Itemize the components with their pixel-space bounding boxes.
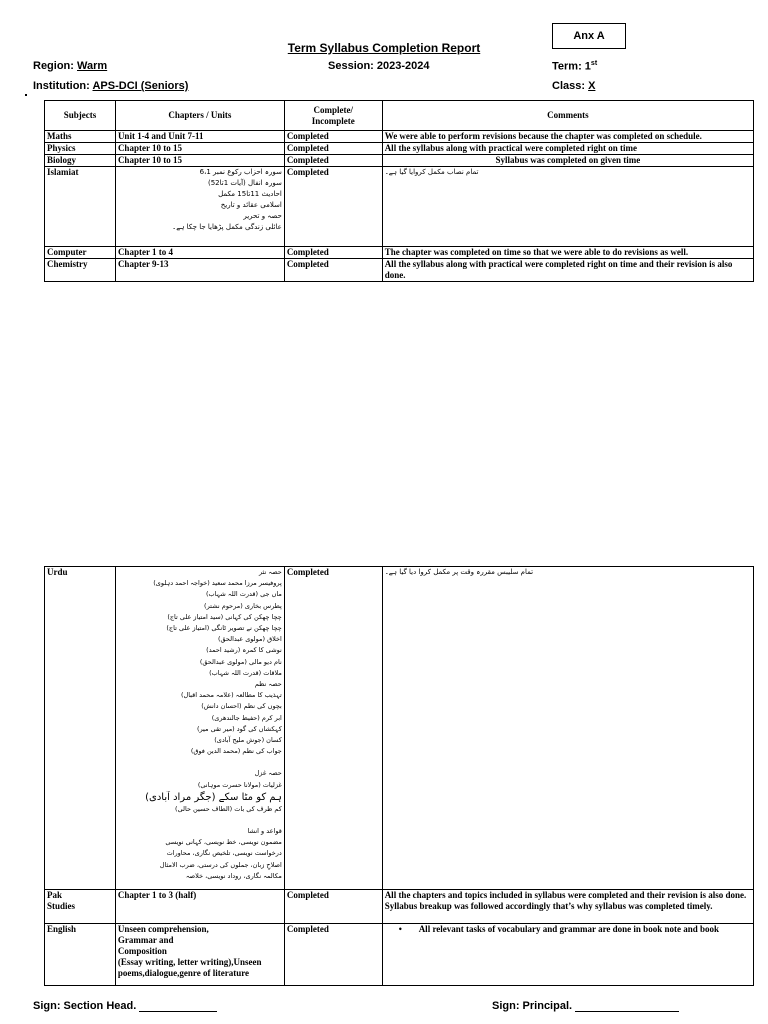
table-row — [45, 924, 754, 986]
chapters-cell: Unit 1-4 and Unit 7-11 — [115, 131, 284, 143]
comment-cell: Syllabus was completed on given time — [382, 155, 753, 167]
status-cell: Completed — [284, 167, 382, 247]
subject-cell: Computer — [45, 247, 116, 259]
header-chapters: Chapters / Units — [115, 101, 284, 131]
header-status: Complete/ Incomplete — [284, 101, 382, 131]
subject-cell: English — [45, 924, 116, 986]
syllabus-table-bottom — [44, 566, 754, 986]
subject-cell: Islamiat — [45, 167, 116, 247]
chapters-cell: Chapter 1 to 4 — [115, 247, 284, 259]
table-header-row — [45, 101, 754, 131]
comment-cell: تمام سلیبس مقررہ وقت پر مکمل کروا دیا گیا ہے۔ — [382, 567, 753, 890]
signature-line — [575, 1011, 679, 1012]
stray-dot — [25, 94, 27, 96]
region-field — [33, 60, 107, 72]
status-cell: Completed — [284, 567, 382, 890]
comment-cell: The chapter was completed on time so that we were able to do revisions as well. — [382, 247, 753, 259]
institution-value: APS-DCI (Seniors) — [92, 80, 189, 92]
status-cell: Completed — [284, 155, 382, 167]
signature-principal — [492, 1000, 679, 1012]
chapters-cell: Chapter 10 to 15 — [115, 143, 284, 155]
subject-cell: Biology — [45, 155, 116, 167]
chapters-cell-urdu: حصہ نثر پروفیسر مرزا محمد سعید (خواجہ احمد دہلوی) ماں جی (قدرت اللہ شہاب) پطرس بخاری (مرحوم نشتر) چچا چھکن کی کہانی (سید امتیاز علی تاج) چچا چھکن نے تصویر ٹانگی (امتیاز علی تاج) اخلاق (مولوی عبدالحق) نوشی کا کمرہ (رشید احمد) نام دیو مالی (مولوی عبدالحق) ملاقات (قدرت اللہ شہاب) حصہ نظم تہذیب کا مطالعہ (علامہ محمد اقبال) بچوں کی نظم (احسان دانش) ابر کرم (حفیظ جالندھری) کہکشاں کی گود (میر تقی میر) کسان (جوش ملیح آبادی) جواب کی نظم (محمد الدین فوق) حصہ غزل غزلیات (مولانا حسرت موہانی) ہم کو مٹا سکے (جگر مراد آبادی) کم ظرف کی بات (الطاف حسین حالی) قواعد و انشا مضمون نویسی، خط نویسی، کہانی نویسی درخواست نویسی، تلخیص نگاری، محاورات اصلاحِ زبان، جملوں کی درستی، ضرب الامثال مکالمہ نگاری، روداد نویسی، خلاصہ — [115, 567, 284, 890]
region-label: Region: — [33, 60, 74, 72]
table-row — [45, 143, 754, 155]
table-row — [45, 167, 754, 247]
subject-cell: Maths — [45, 131, 116, 143]
table-row — [45, 567, 754, 890]
section-head-label: Sign: Section Head. — [33, 1000, 137, 1012]
subject-cell: Pak Studies — [45, 890, 116, 924]
term-label: Term: 1 — [552, 60, 591, 73]
table-row — [45, 131, 754, 143]
status-cell: Completed — [284, 924, 382, 986]
status-cell: Completed — [284, 143, 382, 155]
chapters-cell: Unseen comprehension, Grammar and Composition (Essay writing, letter writing),Unseen poems,dialogue,genre of literature — [115, 924, 284, 986]
annex-label: Anx A — [552, 23, 626, 49]
header-comments: Comments — [382, 101, 753, 131]
comment-cell: We were able to perform revisions because the chapter was completed on schedule. — [382, 131, 753, 143]
syllabus-table-top — [44, 100, 754, 282]
class-value: X — [588, 80, 596, 92]
status-cell: Completed — [284, 247, 382, 259]
region-value: Warm — [77, 60, 108, 72]
term-field — [552, 60, 597, 73]
session-field: Session: 2023-2024 — [328, 60, 430, 72]
chapters-cell: Chapter 1 to 3 (half) — [115, 890, 284, 924]
chapters-cell: Chapter 9-13 — [115, 259, 284, 282]
table-row — [45, 247, 754, 259]
status-cell: Completed — [284, 259, 382, 282]
table-row — [45, 155, 754, 167]
signature-line — [139, 1011, 217, 1012]
signature-section-head — [33, 1000, 217, 1012]
status-cell: Completed — [284, 890, 382, 924]
subject-cell: Physics — [45, 143, 116, 155]
comment-cell: تمام نصاب مکمل کروایا گیا ہے۔ — [382, 167, 753, 247]
chapters-cell: Chapter 10 to 15 — [115, 155, 284, 167]
table-row — [45, 890, 754, 924]
comment-cell: All the chapters and topics included in syllabus were completed and their revision is also done. Syllabus breakup was followed accordingly that’s why syllabus was completed timely. — [382, 890, 753, 924]
chapters-cell-urdu: سورہ احزاب رکوع نمبر 6،1 سورہ انفال (آیات 1تا52) احادیث 11تا15 مکمل اسلامی عقائد و تاریخ حصہ و تحریر عائلی زندگی مکمل پڑھایا جا چکا ہے۔ — [115, 167, 284, 247]
institution-field — [33, 80, 188, 92]
header-subjects: Subjects — [45, 101, 116, 131]
class-field — [552, 80, 599, 92]
comment-cell: All the syllabus along with practical were completed right on time — [382, 143, 753, 155]
bullet-icon: • — [398, 924, 402, 934]
institution-label: Institution: — [33, 80, 90, 92]
table-row — [45, 259, 754, 282]
principal-label: Sign: Principal. — [492, 1000, 573, 1012]
subject-cell: Urdu — [45, 567, 116, 890]
comment-cell: All the syllabus along with practical were completed right on time and their revision is also done. — [382, 259, 753, 282]
term-superscript: st — [590, 60, 598, 67]
subject-cell: Chemistry — [45, 259, 116, 282]
comment-cell: • All relevant tasks of vocabulary and grammar are done in book note and book — [382, 924, 753, 986]
status-cell: Completed — [284, 131, 382, 143]
page-title: Term Syllabus Completion Report — [287, 41, 481, 55]
class-label: Class: — [552, 80, 586, 92]
